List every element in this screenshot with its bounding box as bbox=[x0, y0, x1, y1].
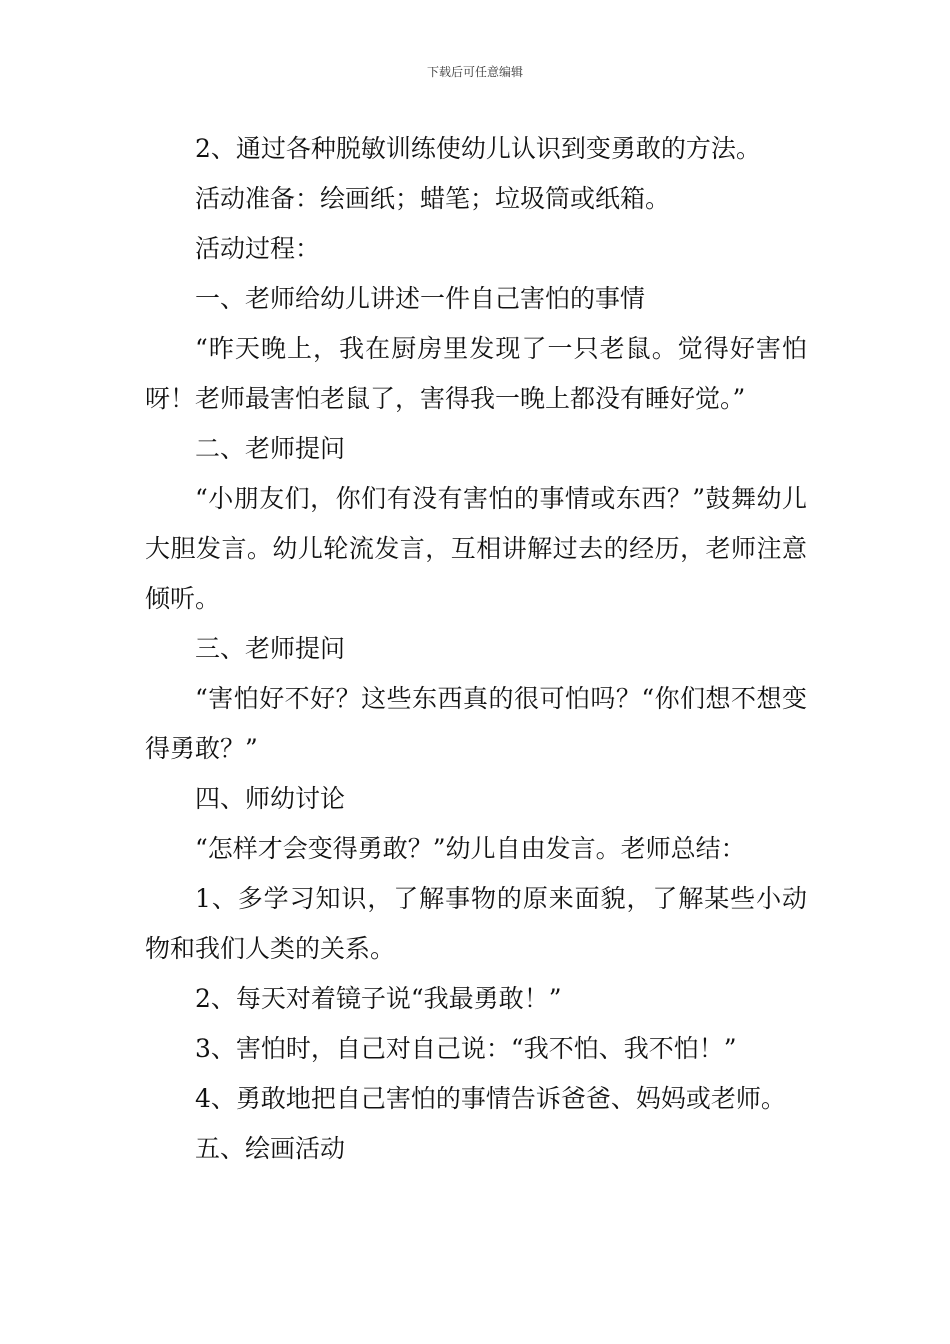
paragraph: 2、通过各种脱敏训练使幼儿认识到变勇敢的方法。 bbox=[195, 134, 761, 163]
section-heading: 四、师幼讨论 bbox=[195, 784, 346, 813]
list-item: 4、勇敢地把自己害怕的事情告诉爸爸、妈妈或老师。 bbox=[195, 1084, 786, 1113]
list-item: 2、每天对着镜子说“我最勇敢！” bbox=[195, 984, 562, 1013]
paragraph: 活动准备：绘画纸；蜡笔；垃圾筒或纸箱。 bbox=[195, 184, 671, 213]
page-header: 下载后可任意编辑 bbox=[426, 65, 523, 79]
section-heading: 二、老师提问 bbox=[195, 434, 346, 463]
list-item: 1、多学习知识，了解事物的原来面貌，了解某些小动物和我们人类的关系。 bbox=[145, 884, 807, 963]
list-item: 3、害怕时，自己对自己说：“我不怕、我不怕！” bbox=[195, 1034, 737, 1063]
paragraph: “害怕好不好？这些东西真的很可怕吗？“你们想不想变得勇敢？” bbox=[145, 684, 807, 763]
paragraph: “昨天晚上，我在厨房里发现了一只老鼠。觉得好害怕呀！老师最害怕老鼠了，害得我一晚上都没有睡好觉。” bbox=[145, 334, 807, 413]
paragraph: “小朋友们，你们有没有害怕的事情或东西？”鼓舞幼儿大胆发言。幼儿轮流发言，互相讲解过去的经历，老师注意倾听。 bbox=[145, 484, 807, 613]
section-heading: 一、老师给幼儿讲述一件自己害怕的事情 bbox=[195, 284, 646, 313]
paragraph: 活动过程： bbox=[195, 234, 321, 263]
document-body bbox=[145, 124, 807, 1174]
section-heading: 五、绘画活动 bbox=[195, 1134, 346, 1163]
section-heading: 三、老师提问 bbox=[195, 634, 346, 663]
paragraph: “怎样才会变得勇敢？”幼儿自由发言。老师总结： bbox=[195, 834, 746, 863]
